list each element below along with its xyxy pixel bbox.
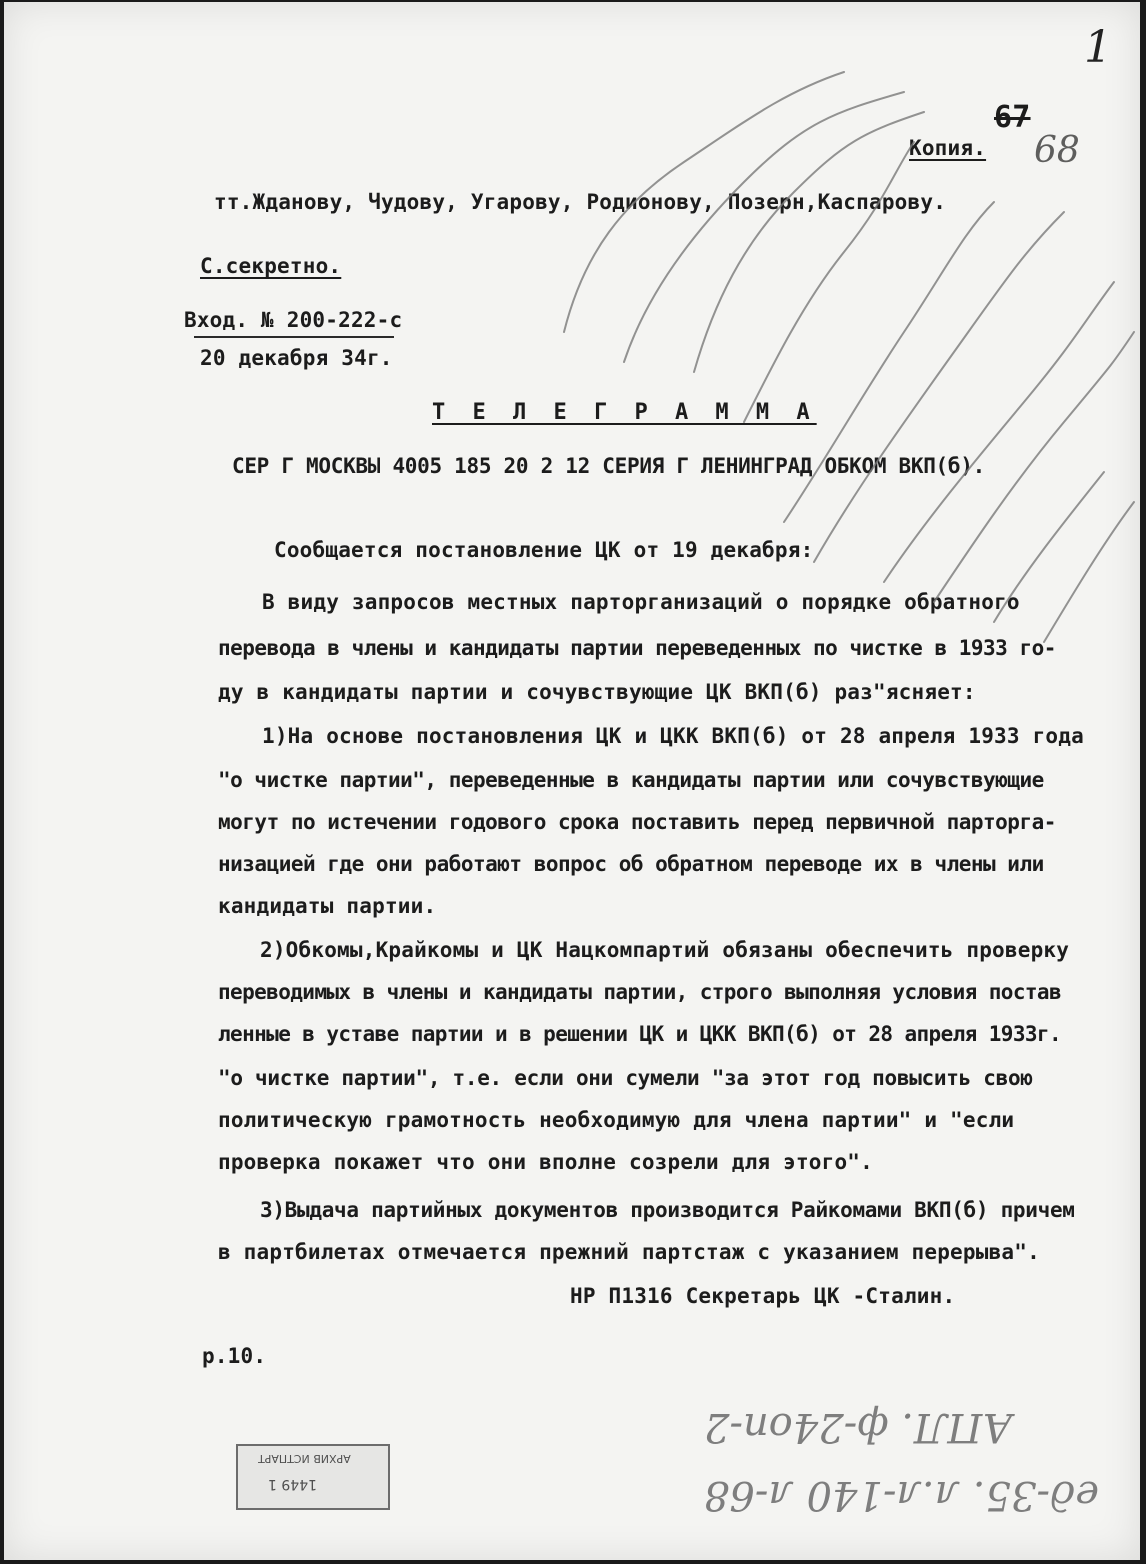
body-line: В виду запросов местных парторганизаций о порядке обратного xyxy=(262,590,1020,614)
folio-pencil: 68 xyxy=(1034,130,1080,171)
body-line: переводимых в члены и кандидаты партии, строго выполняя условия постав xyxy=(218,980,1062,1004)
telegram-title: Т Е Л Е Г Р А М М А xyxy=(432,400,817,425)
archive-reference-2: ед-35. л.л-140 л-68 xyxy=(704,1472,1099,1518)
body-line: 2)Обкомы,Крайкомы и ЦК Нацкомпартий обязаны обеспечить проверку xyxy=(260,938,1070,962)
archive-reference-1: АПЛ. ф-24оп-2 xyxy=(704,1404,1013,1450)
body-line: могут по истечении годового срока поставить перед первичной парторга- xyxy=(218,810,1056,834)
body-line: 1)На основе постановления ЦК и ЦКК ВКП(б) от 28 апреля 1933 года xyxy=(262,724,1084,748)
classification: С.секретно. xyxy=(200,254,342,278)
folio-number: 67 xyxy=(994,100,1031,135)
incoming-rule xyxy=(194,336,394,338)
body-line: кандидаты партии. xyxy=(218,894,437,918)
document-page xyxy=(4,2,1140,1560)
body-line: проверка покажет что они вполне созрели для этого". xyxy=(218,1150,873,1174)
body-line: "о чистке партии", переведенные в кандидаты партии или сочувствующие xyxy=(218,768,1044,792)
corner-page-number: 1 xyxy=(1084,22,1112,73)
footer-code: р.10. xyxy=(202,1344,267,1368)
archive-stamp xyxy=(236,1444,390,1510)
body-line: ду в кандидаты партии и сочувствующие ЦК ВКП(б) раз"ясняет: xyxy=(218,680,976,704)
addressees: тт.Жданову, Чудову, Угарову, Родионову, Позерн,Каспарову. xyxy=(214,190,947,214)
signature-line: НР П1316 Секретарь ЦК -Сталин. xyxy=(570,1284,956,1308)
body-line: ленные в уставе партии и в решении ЦК и ЦКК ВКП(б) от 28 апреля 1933г. xyxy=(218,1022,1062,1046)
body-line: Сообщается постановление ЦК от 19 декабря: xyxy=(274,538,814,562)
body-line: 3)Выдача партийных документов производится Райкомами ВКП(б) причем xyxy=(260,1198,1075,1222)
incoming-date: 20 декабря 34г. xyxy=(200,346,393,370)
body-line: политическую грамотность необходимую для члена партии" и "если xyxy=(218,1108,1015,1132)
incoming-number: Вход. № 200-222-с xyxy=(184,308,403,332)
stamp-line-1: АРХИВ ИСТПАРТ xyxy=(258,1452,351,1465)
telegram-header-line: СЕР Г МОСКВЫ 4005 185 20 2 12 СЕРИЯ Г ЛЕНИНГРАД ОБКОМ ВКП(б). xyxy=(232,454,985,478)
body-line: низацией где они работают вопрос об обратном переводе их в члены или xyxy=(218,852,1044,876)
body-line: "о чистке партии", т.е. если они сумели "за этот год повысить свою xyxy=(218,1066,1033,1090)
body-line: в партбилетах отмечается прежний партстаж с указанием перерыва". xyxy=(218,1240,1040,1264)
body-line: перевода в члены и кандидаты партии переведенных по чистке в 1933 го- xyxy=(218,636,1056,660)
copy-label: Копия. xyxy=(909,136,987,160)
stamp-line-2: 1449 1 xyxy=(268,1476,317,1492)
